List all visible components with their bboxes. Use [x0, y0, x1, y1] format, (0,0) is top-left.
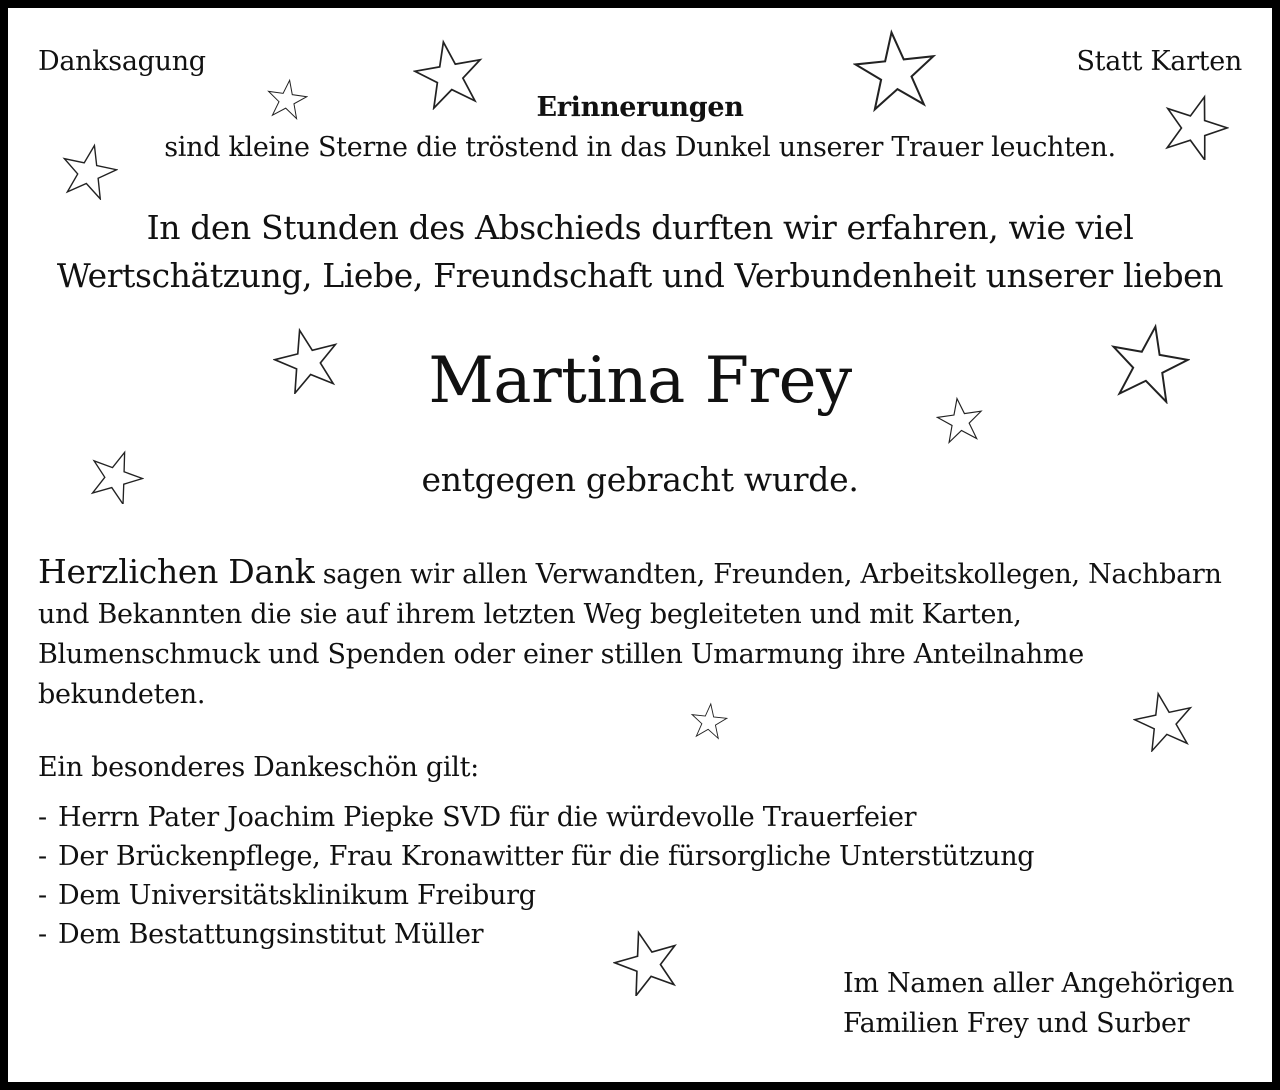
star-outline-icon — [1133, 690, 1195, 752]
thanks-line-2: und Bekannten die sie auf ihrem letzten Weg begleiteten und mit Karten, — [38, 599, 1022, 630]
thanks-lead: Herzlichen Dank — [38, 552, 315, 591]
intro-line-2: Wertschätzung, Liebe, Freundschaft und Verbundenheit unserer lieben — [56, 256, 1224, 295]
header-right-label: Statt Karten — [1076, 46, 1242, 77]
signature-line-2: Familien Frey und Surber — [843, 1008, 1190, 1039]
star-outline-icon — [413, 38, 485, 110]
star-outline-icon — [936, 396, 984, 444]
intro-text — [8, 204, 1272, 300]
special-thanks-list — [38, 798, 1034, 954]
list-item: - Dem Bestattungsinstitut Müller — [38, 919, 484, 950]
thanks-line-4: bekundeten. — [38, 679, 206, 710]
star-outline-icon — [266, 78, 308, 120]
header-left-label: Danksagung — [38, 46, 206, 77]
signature-line-1: Im Namen aller Angehörigen — [843, 968, 1235, 999]
star-outline-icon — [273, 326, 341, 394]
star-outline-icon — [88, 448, 144, 504]
signature — [843, 964, 1234, 1044]
star-outline-icon — [60, 142, 118, 200]
star-outline-icon — [690, 702, 728, 740]
list-item: - Der Brückenpflege, Frau Kronawitter für die fürsorgliche Unterstützung — [38, 841, 1035, 872]
thanks-line-1: sagen wir allen Verwandten, Freunden, Arbeitskollegen, Nachbarn — [314, 559, 1222, 590]
list-item: - Herrn Pater Joachim Piepke SVD für die würdevolle Trauerfeier — [38, 802, 917, 833]
epigraph-line: sind kleine Sterne die tröstend in das Dunkel unserer Trauer leuchten. — [164, 132, 1116, 163]
thanks-paragraph — [38, 552, 1258, 715]
star-outline-icon — [1161, 92, 1229, 160]
star-outline-icon — [1108, 322, 1190, 404]
after-name-text: entgegen gebracht wurde. — [421, 460, 859, 499]
special-thanks-heading: Ein besonderes Dankeschön gilt: — [38, 752, 479, 783]
star-outline-icon — [613, 928, 681, 996]
star-outline-icon — [853, 28, 938, 113]
list-item: - Dem Universitätsklinikum Freiburg — [38, 880, 536, 911]
deceased-name: Martina Frey — [428, 344, 852, 418]
thanks-line-3: Blumenschmuck und Spenden oder einer stillen Umarmung ihre Anteilnahme — [38, 639, 1084, 670]
intro-line-1: In den Stunden des Abschieds durften wir erfahren, wie viel — [146, 208, 1134, 247]
epigraph-title: Erinnerungen — [536, 92, 744, 123]
